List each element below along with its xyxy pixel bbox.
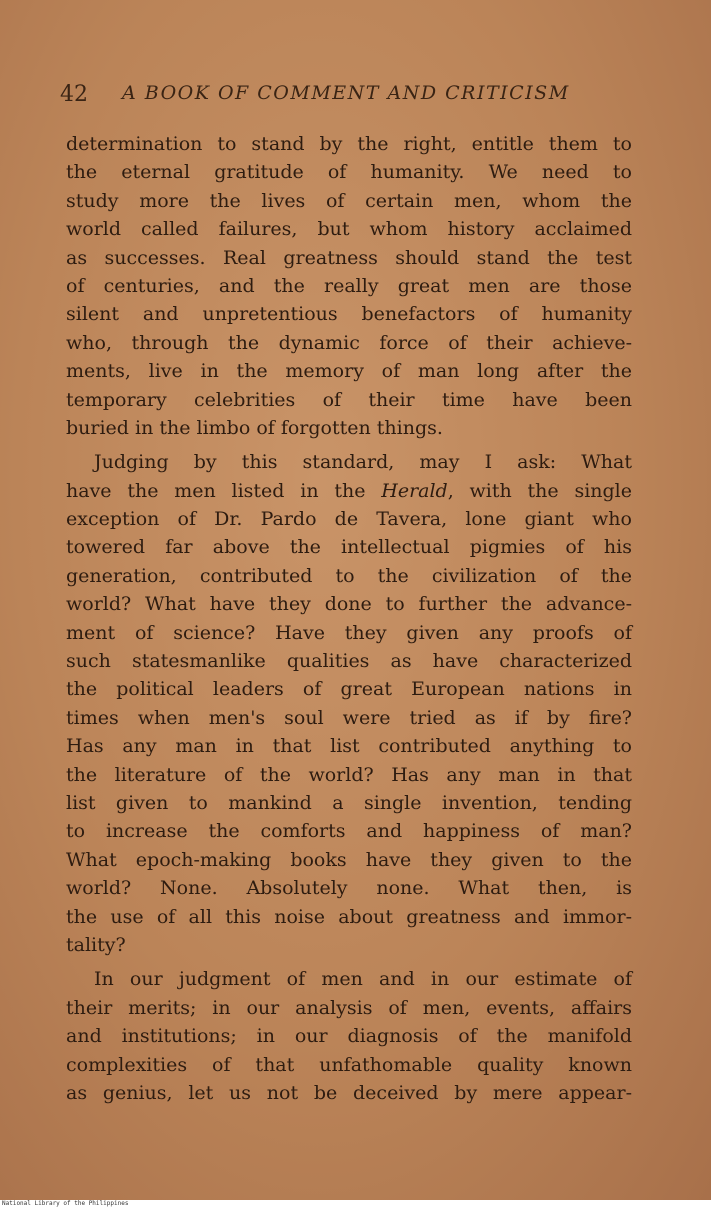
paragraph-1 [66, 130, 632, 442]
text-line: silent and unpretentious benefactors of humanity [66, 303, 632, 326]
text-line: who, through the dynamic force of their achieve- [66, 331, 632, 354]
text-line: exception of Dr. Pardo de Tavera, lone giant who [66, 508, 632, 531]
page-header [60, 78, 620, 108]
text-line: world called failures, but whom history acclaimed [66, 218, 632, 241]
text-line: as genius, let us not be deceived by mere appear- [66, 1081, 632, 1104]
text-line: tality? [66, 933, 126, 956]
text-line: the use of all this noise about greatness and immor- [66, 905, 632, 928]
text-line: temporary celebrities of their time have been [66, 388, 632, 411]
text-line: list given to mankind a single invention, tending [66, 791, 632, 814]
text-line: have the men listed in the Herald, with the single [66, 479, 632, 502]
text-line: In our judgment of men and in our estimate of [94, 968, 632, 991]
text-line: What epoch-making books have they given to the [66, 848, 632, 871]
text-line: the literature of the world? Has any man in that [66, 763, 632, 786]
paragraph-2 [66, 448, 632, 959]
text-line: world? What have they done to further the advance- [66, 593, 632, 616]
footer-bar [0, 1200, 711, 1208]
text-line: ments, live in the memory of man long after the [66, 360, 632, 383]
page-number: 42 [60, 82, 88, 107]
text-line: study more the lives of certain men, whom the [66, 189, 632, 212]
text-line: such statesmanlike qualities as have characterized [66, 650, 632, 673]
text-line: determination to stand by the right, entitle them to [66, 133, 632, 155]
text-line: to increase the comforts and happiness of man? [66, 820, 632, 843]
text-line: as successes. Real greatness should stand the test [66, 246, 632, 269]
text-line: complexities of that unfathomable quality known [66, 1053, 632, 1076]
text-line: ment of science? Have they given any proofs of [66, 621, 632, 644]
text-line: world? None. Absolutely none. What then, is [66, 877, 632, 900]
body-text [66, 130, 632, 1107]
library-credit: National Library of the Philippines [2, 1200, 129, 1207]
text-line: generation, contributed to the civilization of the [66, 564, 632, 587]
text-line: Has any man in that list contributed anything to [66, 735, 632, 758]
running-title: A BOOK OF COMMENT AND CRITICISM [122, 82, 570, 104]
newspaper-title: Herald [381, 479, 448, 502]
text-line: and institutions; in our diagnosis of the manifold [66, 1025, 632, 1048]
text-line: the political leaders of great European nations in [66, 678, 632, 701]
text-line: their merits; in our analysis of men, events, affairs [66, 996, 632, 1019]
text-line: of centuries, and the really great men are those [66, 274, 632, 297]
text-line: times when men's soul were tried as if by fire? [66, 706, 632, 729]
text-line: the eternal gratitude of humanity. We need to [66, 161, 632, 184]
text-line: towered far above the intellectual pigmies of his [66, 536, 632, 559]
text-line: Judging by this standard, may I ask: What [94, 451, 632, 474]
text-line: buried in the limbo of forgotten things. [66, 416, 443, 439]
paragraph-3 [66, 965, 632, 1107]
